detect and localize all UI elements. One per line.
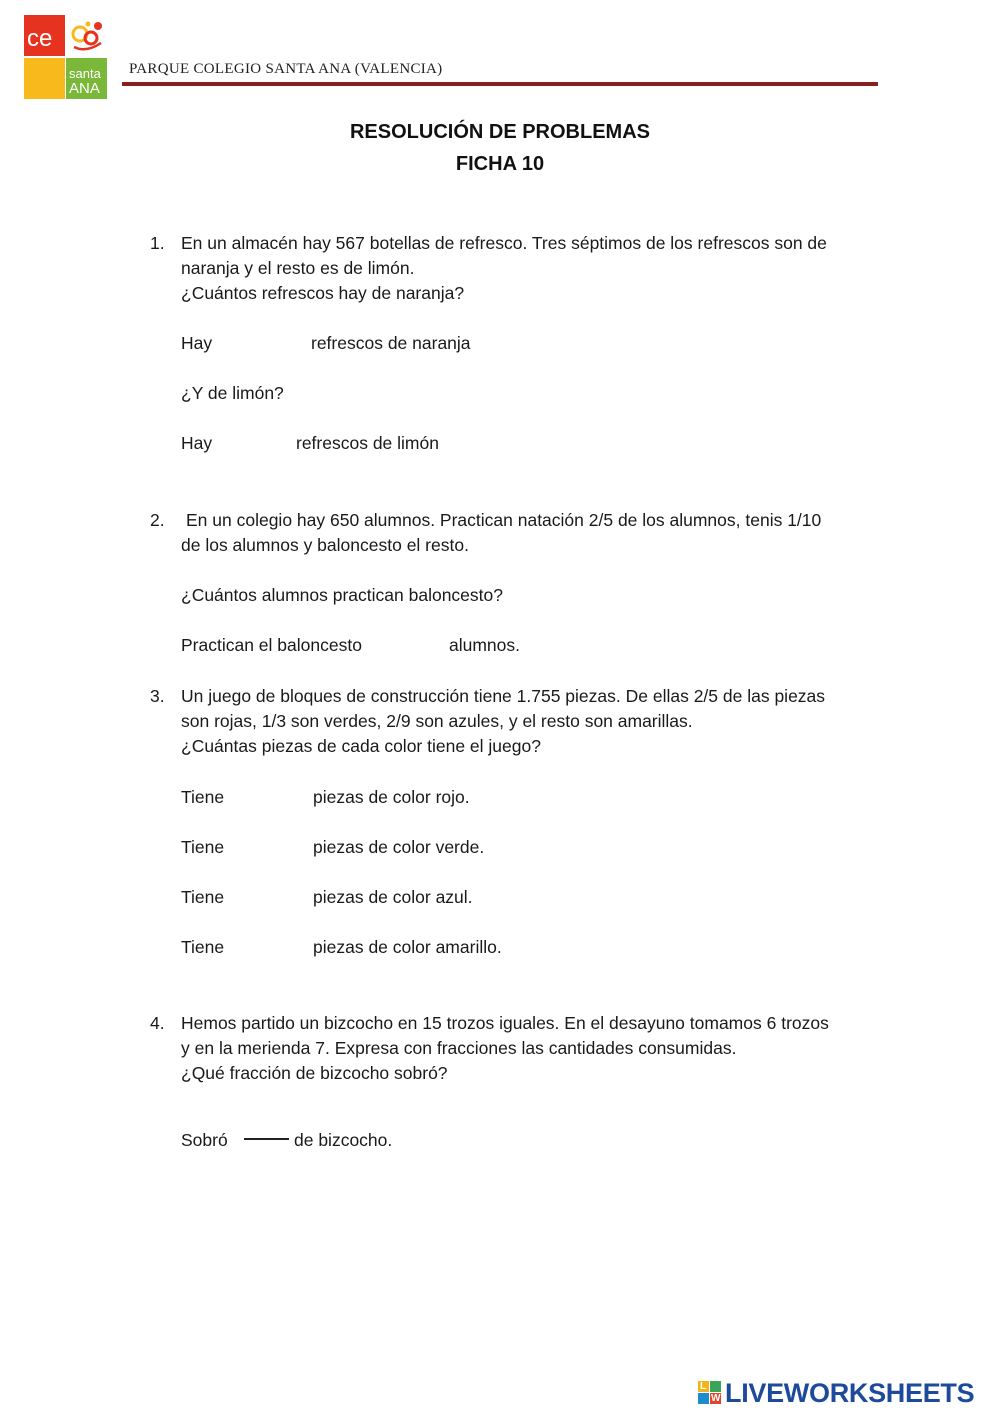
problem-4-answer-suffix: de bizcocho.: [294, 1130, 393, 1150]
problem-3-answer-blue-suffix: piezas de color azul.: [313, 887, 473, 907]
liveworksheets-wordmark: LIVEWORKSHEETS: [725, 1378, 975, 1408]
badge-letter-l: L: [700, 1381, 707, 1392]
logo-text-ana: ANA: [69, 80, 100, 97]
problem-4-line-2: y en la merienda 7. Expresa con fracciones las cantidades consumidas.: [181, 1038, 737, 1058]
family-figures-icon: [68, 17, 106, 55]
logo-text-ce: ce: [27, 25, 53, 52]
worksheet-title: RESOLUCIÓN DE PROBLEMAS: [349, 121, 651, 143]
problem-1-line-2: naranja y el resto es de limón.: [181, 258, 415, 278]
problem-2-answer-suffix: alumnos.: [449, 635, 521, 655]
problem-4-question: ¿Qué fracción de bizcocho sobró?: [181, 1063, 448, 1083]
worksheet-subtitle: FICHA 10: [455, 153, 545, 175]
problem-2-line-2: de los alumnos y baloncesto el resto.: [181, 535, 469, 555]
problem-1-line-1: En un almacén hay 567 botellas de refresco. Tres séptimos de los refrescos son de: [181, 233, 827, 253]
problem-3-answer-red-prefix: Tiene: [181, 787, 225, 807]
problem-3-answer-red-suffix: piezas de color rojo.: [313, 787, 470, 807]
problem-2-line-1: En un colegio hay 650 alumnos. Practican natación 2/5 de los alumnos, tenis 1/10: [186, 510, 822, 530]
liveworksheets-badge-icon: [698, 1381, 722, 1405]
fraction-bar: [244, 1138, 289, 1140]
problem-4-answer-prefix: Sobró: [181, 1130, 228, 1150]
problem-3-answer-green-prefix: Tiene: [181, 837, 225, 857]
header-divider: [122, 82, 878, 86]
problem-1-question-2: ¿Y de limón?: [181, 383, 284, 403]
problem-3-question: ¿Cuántas piezas de cada color tiene el juego?: [181, 736, 541, 756]
problem-1-answer-1-prefix: Hay: [181, 333, 213, 353]
school-logo: [24, 15, 107, 99]
problem-3-answer-yellow-suffix: piezas de color amarillo.: [313, 937, 502, 957]
problem-4-line-1: Hemos partido un bizcocho en 15 trozos iguales. En el desayuno tomamos 6 trozos: [181, 1013, 829, 1033]
problem-3-line-1: Un juego de bloques de construcción tiene 1.755 piezas. De ellas 2/5 de las piezas: [181, 686, 826, 706]
problem-1-answer-2-suffix: refrescos de limón: [296, 433, 439, 453]
problem-1-question: ¿Cuántos refrescos hay de naranja?: [181, 283, 465, 303]
problem-1-answer-1-suffix: refrescos de naranja: [311, 333, 471, 353]
badge-letter-w: W: [711, 1393, 721, 1404]
problem-2-question: ¿Cuántos alumnos practican baloncesto?: [181, 585, 503, 605]
problem-2-number: 2.: [150, 510, 165, 530]
problem-3-answer-yellow-prefix: Tiene: [181, 937, 225, 957]
problem-4-number: 4.: [150, 1013, 165, 1033]
problem-3-answer-blue-prefix: Tiene: [181, 887, 225, 907]
logo-yellow-block: [24, 58, 65, 99]
problem-3-number: 3.: [150, 686, 165, 706]
problem-3-answer-green-suffix: piezas de color verde.: [313, 837, 485, 857]
problem-1-answer-2-prefix: Hay: [181, 433, 213, 453]
school-name: PARQUE COLEGIO SANTA ANA (VALENCIA): [129, 61, 443, 77]
logo-text-santa: santa: [69, 66, 101, 81]
problem-2-answer-prefix: Practican el baloncesto: [181, 635, 362, 655]
problem-1-number: 1.: [150, 233, 165, 253]
problem-3-line-2: son rojas, 1/3 son verdes, 2/9 son azules, y el resto son amarillas.: [181, 711, 693, 731]
